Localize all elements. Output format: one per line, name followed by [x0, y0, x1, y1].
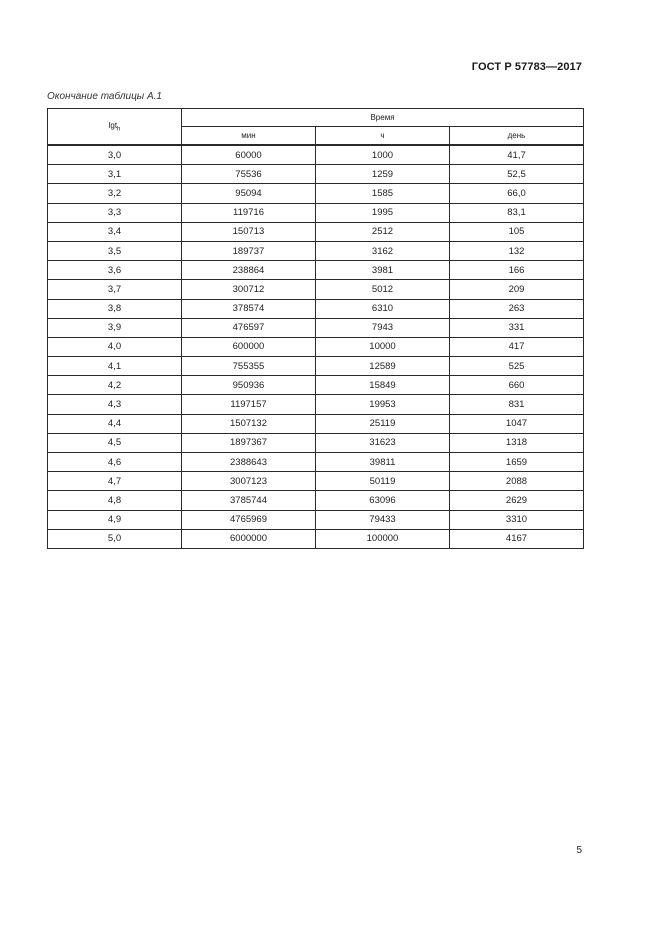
- cell-days: 1318: [450, 433, 584, 452]
- table-row: [48, 165, 584, 184]
- cell-hours: 3981: [316, 261, 450, 280]
- cell-days: 1047: [450, 414, 584, 433]
- cell-minutes: 3007123: [182, 472, 316, 491]
- table-row: [48, 299, 584, 318]
- cell-hours: 50119: [316, 472, 450, 491]
- cell-lgt: 5,0: [48, 529, 182, 548]
- table-row: [48, 357, 584, 376]
- page-number: 5: [576, 845, 582, 856]
- cell-hours: 2512: [316, 222, 450, 241]
- table-row: [48, 145, 584, 165]
- cell-minutes: 75536: [182, 165, 316, 184]
- header-day: день: [450, 127, 584, 146]
- cell-minutes: 6000000: [182, 529, 316, 548]
- cell-days: 263: [450, 299, 584, 318]
- cell-lgt: 4,8: [48, 491, 182, 510]
- cell-minutes: 60000: [182, 145, 316, 165]
- table-body: [48, 145, 584, 548]
- cell-hours: 1259: [316, 165, 450, 184]
- cell-hours: 7943: [316, 318, 450, 337]
- cell-hours: 12589: [316, 357, 450, 376]
- table-row: [48, 241, 584, 260]
- cell-days: 331: [450, 318, 584, 337]
- cell-lgt: 4,0: [48, 337, 182, 356]
- cell-lgt: 4,1: [48, 357, 182, 376]
- cell-days: 166: [450, 261, 584, 280]
- cell-hours: 1000: [316, 145, 450, 165]
- cell-days: 660: [450, 376, 584, 395]
- cell-minutes: 1507132: [182, 414, 316, 433]
- cell-hours: 3162: [316, 241, 450, 260]
- cell-minutes: 378574: [182, 299, 316, 318]
- data-table: [47, 108, 584, 549]
- cell-days: 831: [450, 395, 584, 414]
- cell-lgt: 3,0: [48, 145, 182, 165]
- cell-minutes: 150713: [182, 222, 316, 241]
- cell-hours: 15849: [316, 376, 450, 395]
- cell-days: 4167: [450, 529, 584, 548]
- cell-hours: 25119: [316, 414, 450, 433]
- cell-minutes: 4765969: [182, 510, 316, 529]
- cell-hours: 10000: [316, 337, 450, 356]
- cell-lgt: 3,1: [48, 165, 182, 184]
- cell-days: 3310: [450, 510, 584, 529]
- cell-lgt: 4,2: [48, 376, 182, 395]
- cell-days: 209: [450, 280, 584, 299]
- table-row: [48, 453, 584, 472]
- cell-minutes: 300712: [182, 280, 316, 299]
- cell-minutes: 189737: [182, 241, 316, 260]
- cell-lgt: 4,3: [48, 395, 182, 414]
- cell-minutes: 2388643: [182, 453, 316, 472]
- cell-hours: 79433: [316, 510, 450, 529]
- cell-hours: 6310: [316, 299, 450, 318]
- cell-lgt: 4,6: [48, 453, 182, 472]
- cell-days: 132: [450, 241, 584, 260]
- cell-lgt: 3,2: [48, 184, 182, 203]
- cell-minutes: 1897367: [182, 433, 316, 452]
- cell-minutes: 755355: [182, 357, 316, 376]
- cell-days: 83,1: [450, 203, 584, 222]
- cell-days: 2088: [450, 472, 584, 491]
- cell-minutes: 476597: [182, 318, 316, 337]
- cell-lgt: 3,9: [48, 318, 182, 337]
- table-caption: Окончание таблицы А.1: [47, 91, 162, 102]
- cell-hours: 31623: [316, 433, 450, 452]
- table-row: [48, 510, 584, 529]
- table-row: [48, 529, 584, 548]
- cell-minutes: 95094: [182, 184, 316, 203]
- table-row: [48, 184, 584, 203]
- cell-hours: 63096: [316, 491, 450, 510]
- cell-lgt: 3,3: [48, 203, 182, 222]
- table-row: [48, 280, 584, 299]
- cell-minutes: 119716: [182, 203, 316, 222]
- cell-hours: 100000: [316, 529, 450, 548]
- cell-days: 66,0: [450, 184, 584, 203]
- table-row: [48, 203, 584, 222]
- cell-lgt: 3,6: [48, 261, 182, 280]
- table-row: [48, 433, 584, 452]
- header-min: мин: [182, 127, 316, 146]
- header-lgt: lgt$_h$: [48, 109, 182, 146]
- cell-lgt: 4,5: [48, 433, 182, 452]
- table-row: [48, 414, 584, 433]
- table-row: [48, 491, 584, 510]
- cell-lgt: 3,7: [48, 280, 182, 299]
- table-row: [48, 337, 584, 356]
- cell-minutes: 1197157: [182, 395, 316, 414]
- cell-hours: 5012: [316, 280, 450, 299]
- cell-hours: 19953: [316, 395, 450, 414]
- cell-lgt: 3,4: [48, 222, 182, 241]
- cell-minutes: 600000: [182, 337, 316, 356]
- cell-lgt: 3,8: [48, 299, 182, 318]
- cell-days: 417: [450, 337, 584, 356]
- cell-minutes: 3785744: [182, 491, 316, 510]
- cell-minutes: 950936: [182, 376, 316, 395]
- cell-lgt: 4,4: [48, 414, 182, 433]
- cell-hours: 39811: [316, 453, 450, 472]
- cell-days: 41,7: [450, 145, 584, 165]
- cell-minutes: 238864: [182, 261, 316, 280]
- cell-days: 525: [450, 357, 584, 376]
- cell-lgt: 4,9: [48, 510, 182, 529]
- standard-code: ГОСТ Р 57783—2017: [471, 61, 582, 73]
- table-row: [48, 261, 584, 280]
- table-row: [48, 472, 584, 491]
- header-time-group: Время: [182, 109, 584, 127]
- cell-lgt: 4,7: [48, 472, 182, 491]
- cell-lgt: 3,5: [48, 241, 182, 260]
- header-hour: ч: [316, 127, 450, 146]
- table-row: [48, 376, 584, 395]
- cell-hours: 1585: [316, 184, 450, 203]
- table-row: [48, 318, 584, 337]
- table-row: [48, 222, 584, 241]
- cell-days: 105: [450, 222, 584, 241]
- cell-hours: 1995: [316, 203, 450, 222]
- cell-days: 1659: [450, 453, 584, 472]
- table-row: [48, 395, 584, 414]
- cell-days: 52,5: [450, 165, 584, 184]
- cell-days: 2629: [450, 491, 584, 510]
